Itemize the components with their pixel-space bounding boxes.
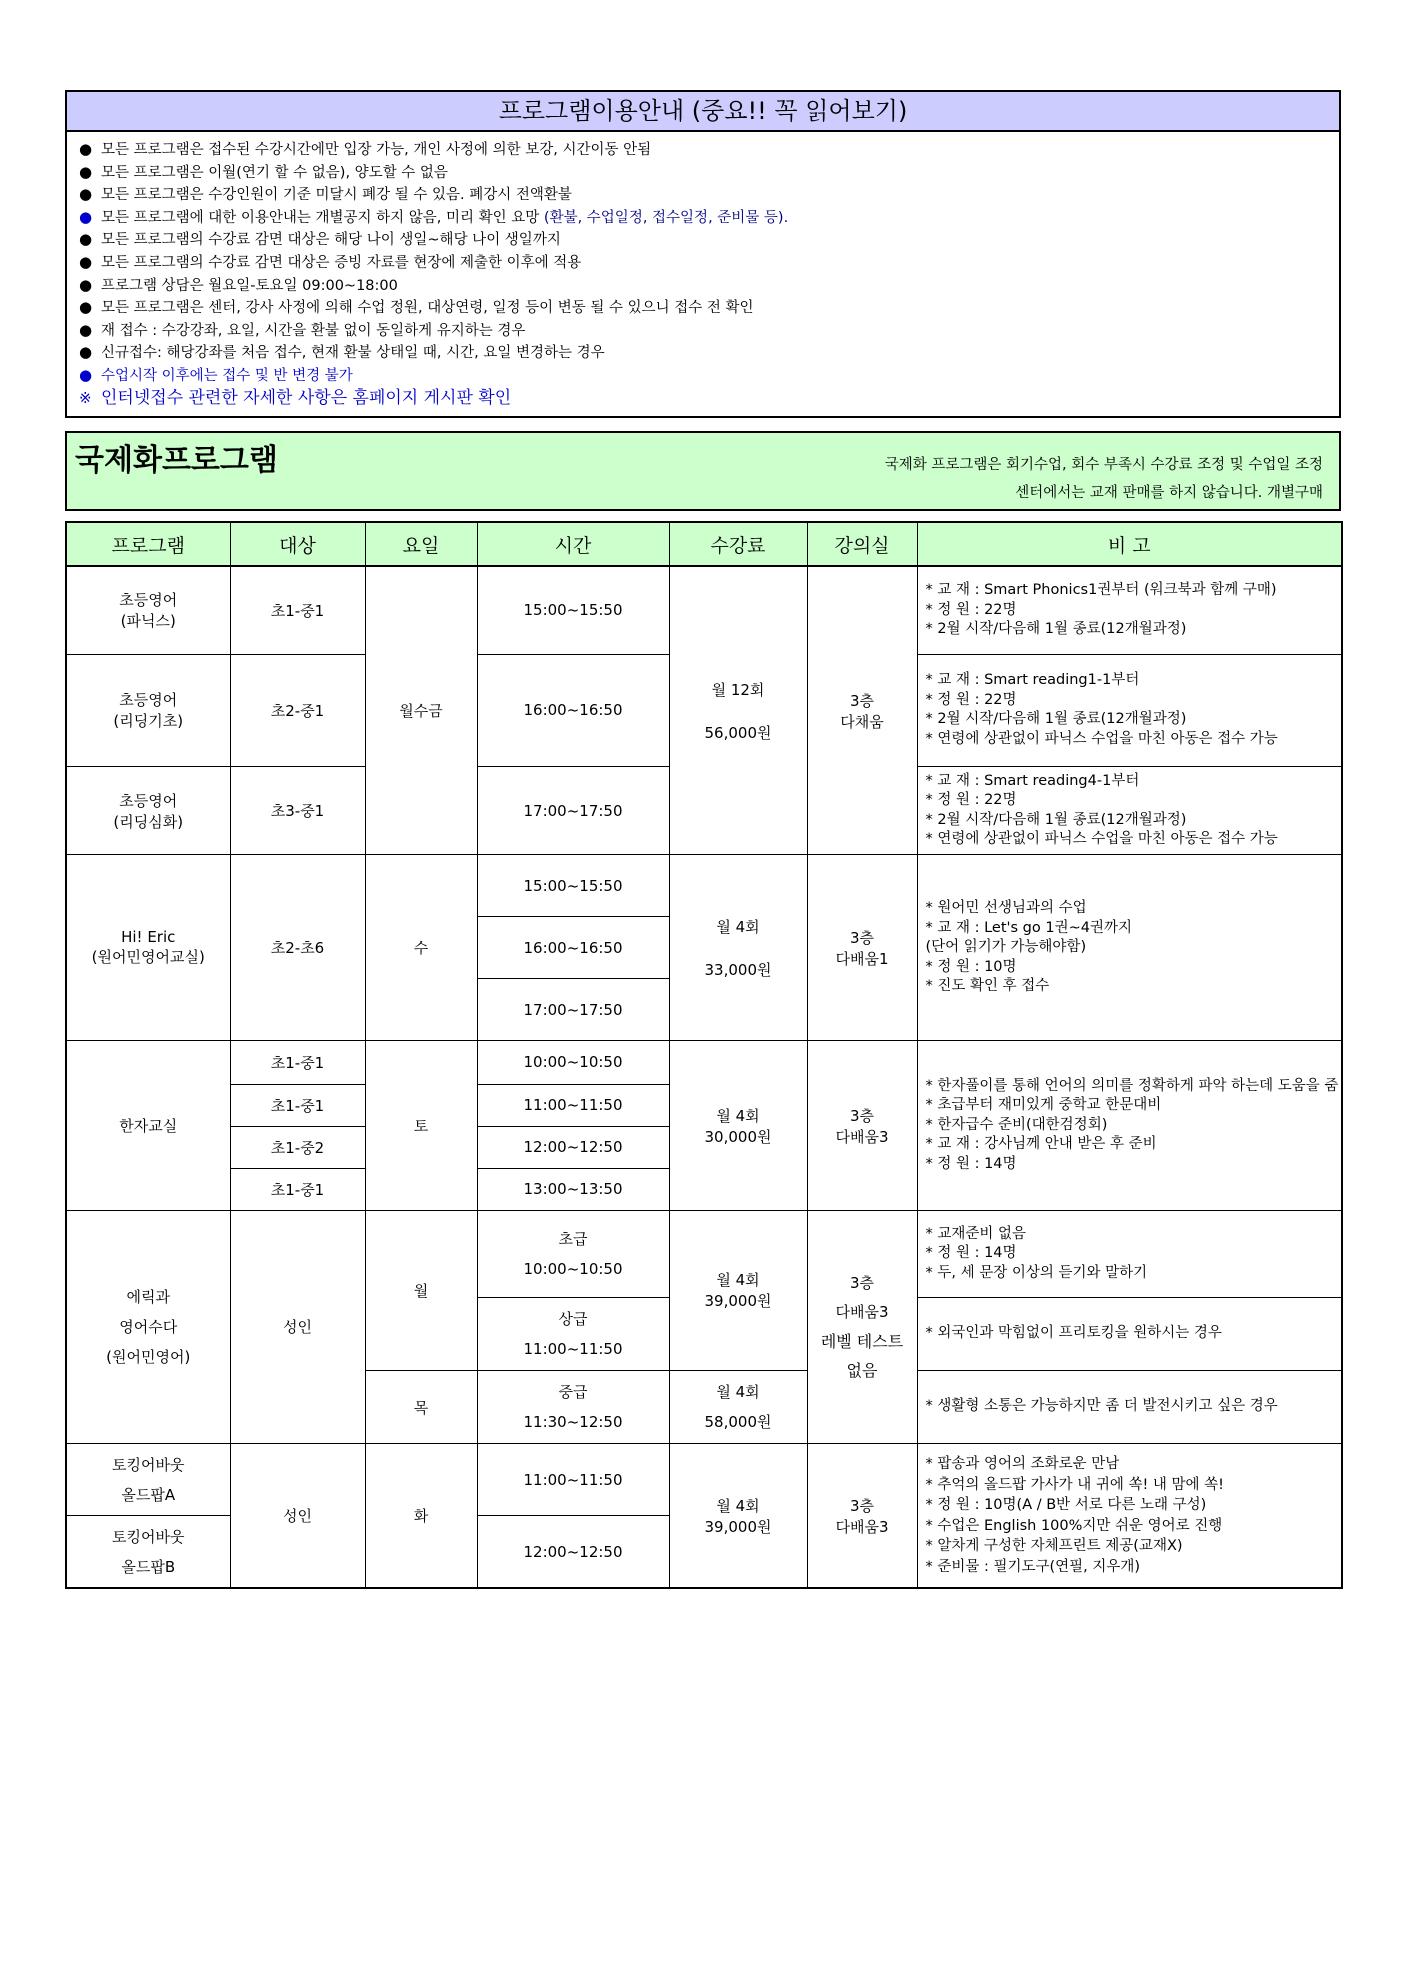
level-label: 초급 (558, 1229, 588, 1248)
time-cell: 15:00~15:50 (477, 855, 669, 917)
notice-item (79, 274, 1329, 297)
level-test-label: 레벨 테스트 (820, 1331, 904, 1351)
remarks-cell (917, 566, 1342, 654)
room-floor: 3층 (849, 928, 875, 947)
target-cell: 초2-중1 (230, 654, 365, 766)
remark-line: * 정 원 : 14명 (925, 1245, 1017, 1262)
remark-line: * 정 원 : 14명 (925, 1155, 1017, 1172)
table-row (66, 566, 1342, 654)
target-cell: 성인 (230, 1210, 365, 1443)
remark-line: * 정 원 : 10명 (925, 958, 1017, 975)
room-cell (807, 1444, 917, 1588)
notice-text: 모든 프로그램의 수강료 감면 대상은 증빙 자료를 현장에 제출한 이후에 적용 (101, 254, 582, 271)
room-floor: 3층 (849, 1106, 875, 1125)
notice-item (79, 138, 1329, 161)
day-cell: 월수금 (365, 566, 477, 855)
bullet-icon: ● (79, 162, 93, 181)
time-cell: 16:00~16:50 (477, 917, 669, 979)
header-room: 강의실 (807, 522, 917, 566)
time-cell: 17:00~17:50 (477, 979, 669, 1041)
remark-line: * 초급부터 재미있게 중학교 한문대비 (925, 1097, 1162, 1114)
fee-amount: 39,000원 (704, 1517, 772, 1536)
remark-line: * 2월 시작/다음해 1월 종료(12개월과정) (925, 711, 1187, 728)
notice-list (67, 132, 1339, 409)
program-name-line: 에릭과 (126, 1287, 170, 1306)
notice-text: 인터넷접수 관련한 자세한 사항은 홈페이지 게시판 확인 (101, 387, 512, 408)
time-cell: 15:00~15:50 (477, 566, 669, 654)
remarks-cell (917, 1210, 1342, 1297)
target-cell: 초1-중1 (230, 1041, 365, 1084)
remarks-cell (917, 1444, 1342, 1588)
program-name-line: 초등영어 (119, 791, 178, 810)
remark-line: * 추억의 올드팝 가사가 내 귀에 쏙! 내 맘에 쏙! (925, 1476, 1224, 1493)
fee-cell (669, 1210, 807, 1370)
level-test-value: 없음 (846, 1360, 878, 1380)
remark-line: * 생활형 소통은 가능하지만 좀 더 발전시키고 싶은 경우 (925, 1398, 1278, 1415)
notice-item (79, 296, 1329, 319)
intl-note-1: 국제화 프로그램은 회기수업, 회수 부족시 수강료 조정 및 수업일 조정 (884, 457, 1323, 473)
remark-line: * 정 원 : 22명 (925, 691, 1017, 708)
notice-item (79, 206, 1329, 229)
remark-line: * 교 재 : Smart reading4-1부터 (925, 772, 1140, 789)
header-target: 대상 (230, 522, 365, 566)
room-floor: 3층 (849, 1273, 875, 1292)
remark-line: * 알차게 구성한 자체프린트 제공(교재X) (925, 1538, 1183, 1555)
fee-amount: 58,000원 (704, 1413, 772, 1432)
notice-title: 프로그램이용안내 (중요!! 꼭 읽어보기) (67, 92, 1339, 132)
day-cell: 화 (365, 1444, 477, 1588)
notice-text: 모든 프로그램의 수강료 감면 대상은 해당 나이 생일~해당 나이 생일까지 (101, 232, 561, 249)
intl-program-header (65, 431, 1341, 511)
notice-text: 신규접수: 해당강좌를 처음 접수, 현재 환불 상태일 때, 시간, 요일 변경하는 경우 (101, 345, 605, 362)
program-name-line: 올드팝A (121, 1485, 176, 1504)
room-name: 다배움3 (835, 1302, 889, 1321)
notice-item (79, 251, 1329, 274)
program-name-line: (리딩심화) (113, 812, 184, 831)
notice-text: 모든 프로그램은 이월(연기 할 수 없음), 양도할 수 없음 (101, 164, 448, 181)
time-cell: 13:00~13:50 (477, 1168, 669, 1210)
fee-amount: 56,000원 (704, 723, 772, 742)
header-time: 시간 (477, 522, 669, 566)
remark-line: * 팝송과 영어의 조화로운 만남 (925, 1456, 1120, 1473)
remark-line: * 교재준비 없음 (925, 1225, 1027, 1242)
room-cell (807, 566, 917, 855)
program-name (66, 1516, 230, 1588)
bullet-icon: ● (79, 365, 93, 384)
remark-line: * 수업은 English 100%지만 쉬운 영어로 진행 (925, 1517, 1223, 1534)
remark-line: * 정 원 : 10명(A / B반 서로 다른 노래 구성) (925, 1497, 1207, 1514)
remark-line: * 2월 시작/다음해 1월 종료(12개월과정) (925, 621, 1187, 638)
room-cell (807, 1041, 917, 1210)
level-label: 상급 (558, 1309, 588, 1328)
bullet-icon: ● (79, 320, 93, 339)
program-name (66, 766, 230, 854)
notice-item (79, 387, 1329, 410)
notice-item (79, 341, 1329, 364)
program-name-line: 토킹어바웃 (112, 1455, 185, 1474)
fee-count: 월 4회 (716, 917, 760, 936)
notice-text: 수업시작 이후에는 접수 및 반 변경 불가 (101, 367, 353, 384)
bullet-icon: ● (79, 343, 93, 362)
remarks-cell (917, 654, 1342, 766)
target-cell: 초3-중1 (230, 766, 365, 854)
remarks-cell (917, 1297, 1342, 1370)
time-cell: 10:00~10:50 (477, 1041, 669, 1084)
notice-text: 모든 프로그램은 수강인원이 기준 미달시 폐강 될 수 있음. 폐강시 전액환불 (101, 187, 572, 204)
fee-cell (669, 855, 807, 1041)
bullet-icon: ● (79, 252, 93, 271)
remark-line: * 교 재 : 강사님께 안내 받은 후 준비 (925, 1136, 1157, 1153)
remark-line: * 한자풀이를 통해 언어의 의미를 정확하게 파악 하는데 도움을 줌 (925, 1077, 1339, 1094)
notice-text: 프로그램 상담은 월요일-토요일 09:00~18:00 (101, 277, 398, 294)
program-name-line: (리딩기초) (113, 712, 184, 731)
target-cell: 초1-중2 (230, 1126, 365, 1168)
fee-count: 월 12회 (711, 680, 765, 699)
remark-line: * 두, 세 문장 이상의 듣기와 말하기 (925, 1264, 1148, 1281)
time-cell: 11:00~11:50 (477, 1084, 669, 1126)
remarks-cell (917, 1041, 1342, 1210)
notice-text: 모든 프로그램은 센터, 강사 사정에 의해 수업 정원, 대상연령, 일정 등이 변동 될 수 있으니 접수 전 확인 (101, 300, 754, 317)
notice-item (79, 319, 1329, 342)
day-cell: 토 (365, 1041, 477, 1210)
program-table (65, 521, 1343, 1589)
remark-line: * 정 원 : 22명 (925, 601, 1017, 618)
table-row (66, 1041, 1342, 1084)
room-cell (807, 1210, 917, 1443)
program-name-line: 토킹어바웃 (112, 1527, 185, 1546)
table-row (66, 1444, 1342, 1516)
time-text: 11:30~12:50 (523, 1413, 623, 1432)
bullet-icon: ● (79, 185, 93, 204)
target-cell: 초1-중1 (230, 566, 365, 654)
remark-line: * 정 원 : 22명 (925, 792, 1017, 809)
bullet-icon: ● (79, 298, 93, 317)
notice-item (79, 228, 1329, 251)
room-name: 다배움3 (835, 1517, 889, 1536)
program-name (66, 566, 230, 654)
notice-item (79, 183, 1329, 206)
program-name (66, 1210, 230, 1443)
fee-cell (669, 1041, 807, 1210)
fee-count: 월 4회 (716, 1271, 760, 1290)
remarks-cell (917, 1371, 1342, 1444)
fee-cell (669, 1444, 807, 1588)
level-label: 중급 (558, 1383, 588, 1402)
header-program: 프로그램 (66, 522, 230, 566)
remark-line: * 교 재 : Let's go 1권~4권까지 (925, 919, 1132, 936)
remark-line: (단어 읽기가 가능해야함) (925, 939, 1087, 955)
program-name (66, 855, 230, 1041)
target-cell: 초1-중1 (230, 1084, 365, 1126)
program-name-line: (파닉스) (120, 612, 176, 631)
remark-line: * 2월 시작/다음해 1월 종료(12개월과정) (925, 811, 1187, 828)
fee-cell (669, 566, 807, 855)
program-name-line: 초등영어 (119, 691, 178, 710)
room-floor: 3층 (849, 691, 875, 710)
remark-line: * 진도 확인 후 접수 (925, 978, 1050, 994)
time-cell (477, 1297, 669, 1370)
program-name-line: 영어수다 (119, 1317, 178, 1336)
time-text: 10:00~10:50 (523, 1259, 623, 1278)
room-name: 다채움 (840, 712, 884, 731)
room-name: 다배움3 (835, 1127, 889, 1146)
table-header-row (66, 522, 1342, 566)
program-name-line: (원어민영어교실) (91, 948, 205, 967)
day-cell: 목 (365, 1371, 477, 1444)
time-cell: 11:00~11:50 (477, 1444, 669, 1516)
section-title: 국제화프로그램 (75, 443, 278, 478)
time-cell (477, 1371, 669, 1444)
notice-item (79, 364, 1329, 387)
program-name-line: 올드팝B (121, 1557, 176, 1576)
header-remarks: 비 고 (917, 522, 1342, 566)
program-name-line: 초등영어 (119, 591, 178, 610)
room-floor: 3층 (849, 1496, 875, 1515)
header-day: 요일 (365, 522, 477, 566)
time-cell: 12:00~12:50 (477, 1516, 669, 1588)
time-cell: 17:00~17:50 (477, 766, 669, 854)
table-row (66, 1210, 1342, 1297)
fee-count: 월 4회 (716, 1106, 760, 1125)
remark-line: * 한자급수 준비(대한검정회) (925, 1116, 1108, 1133)
time-cell: 16:00~16:50 (477, 654, 669, 766)
room-name: 다배움1 (835, 949, 889, 968)
remark-line: * 원어민 선생님과의 수업 (925, 900, 1087, 916)
remark-line: * 교 재 : Smart reading1-1부터 (925, 672, 1140, 689)
time-cell: 12:00~12:50 (477, 1126, 669, 1168)
table-row (66, 855, 1342, 917)
notice-text: 재 접수 : 수강강좌, 요일, 시간을 환불 없이 동일하게 유지하는 경우 (101, 322, 526, 339)
time-text: 11:00~11:50 (523, 1339, 623, 1358)
bullet-icon: ● (79, 275, 93, 294)
fee-amount: 39,000원 (704, 1292, 772, 1311)
remark-line: * 교 재 : Smart Phonics1권부터 (워크북과 함께 구매) (925, 582, 1277, 599)
notice-text: 모든 프로그램에 대한 이용안내는 개별공지 하지 않음, 미리 확인 요망 (101, 209, 544, 226)
remark-line: * 준비물 : 필기도구(연필, 지우개) (925, 1558, 1141, 1575)
fee-amount: 30,000원 (704, 1127, 772, 1146)
room-cell (807, 855, 917, 1041)
fee-cell (669, 1371, 807, 1444)
remark-line: * 연령에 상관없이 파닉스 수업을 마친 아동은 접수 가능 (925, 831, 1278, 848)
notice-text: 모든 프로그램은 접수된 수강시간에만 입장 가능, 개인 사정에 의한 보강, 시간이동 안됨 (101, 142, 652, 158)
header-fee: 수강료 (669, 522, 807, 566)
day-cell: 월 (365, 1210, 477, 1370)
fee-count: 월 4회 (716, 1496, 760, 1515)
program-name-line: Hi! Eric (121, 928, 176, 947)
reference-mark-icon: ※ (79, 388, 92, 407)
target-cell: 성인 (230, 1444, 365, 1588)
intl-note-2: 센터에서는 교재 판매를 하지 않습니다. 개별구매 (1015, 485, 1323, 501)
remark-line: * 연령에 상관없이 파닉스 수업을 마친 아동은 접수 가능 (925, 730, 1278, 747)
day-cell: 수 (365, 855, 477, 1041)
time-cell (477, 1210, 669, 1297)
fee-count: 월 4회 (716, 1383, 760, 1402)
bullet-icon: ● (79, 207, 93, 226)
program-name (66, 654, 230, 766)
fee-amount: 33,000원 (704, 960, 772, 979)
target-cell: 초1-중1 (230, 1168, 365, 1210)
notice-item (79, 161, 1329, 184)
program-name (66, 1444, 230, 1516)
notice-box (65, 90, 1341, 418)
remarks-cell (917, 766, 1342, 854)
target-cell: 초2-초6 (230, 855, 365, 1041)
remarks-cell (917, 855, 1342, 1041)
remark-line: * 외국인과 막힘없이 프리토킹을 원하시는 경우 (925, 1325, 1222, 1342)
bullet-icon: ● (79, 140, 93, 158)
notice-highlight: (환불, 수업일정, 접수일정, 준비물 등). (543, 209, 789, 226)
program-name: 한자교실 (66, 1041, 230, 1210)
bullet-icon: ● (79, 230, 93, 249)
program-name-line: (원어민영어) (106, 1347, 191, 1366)
